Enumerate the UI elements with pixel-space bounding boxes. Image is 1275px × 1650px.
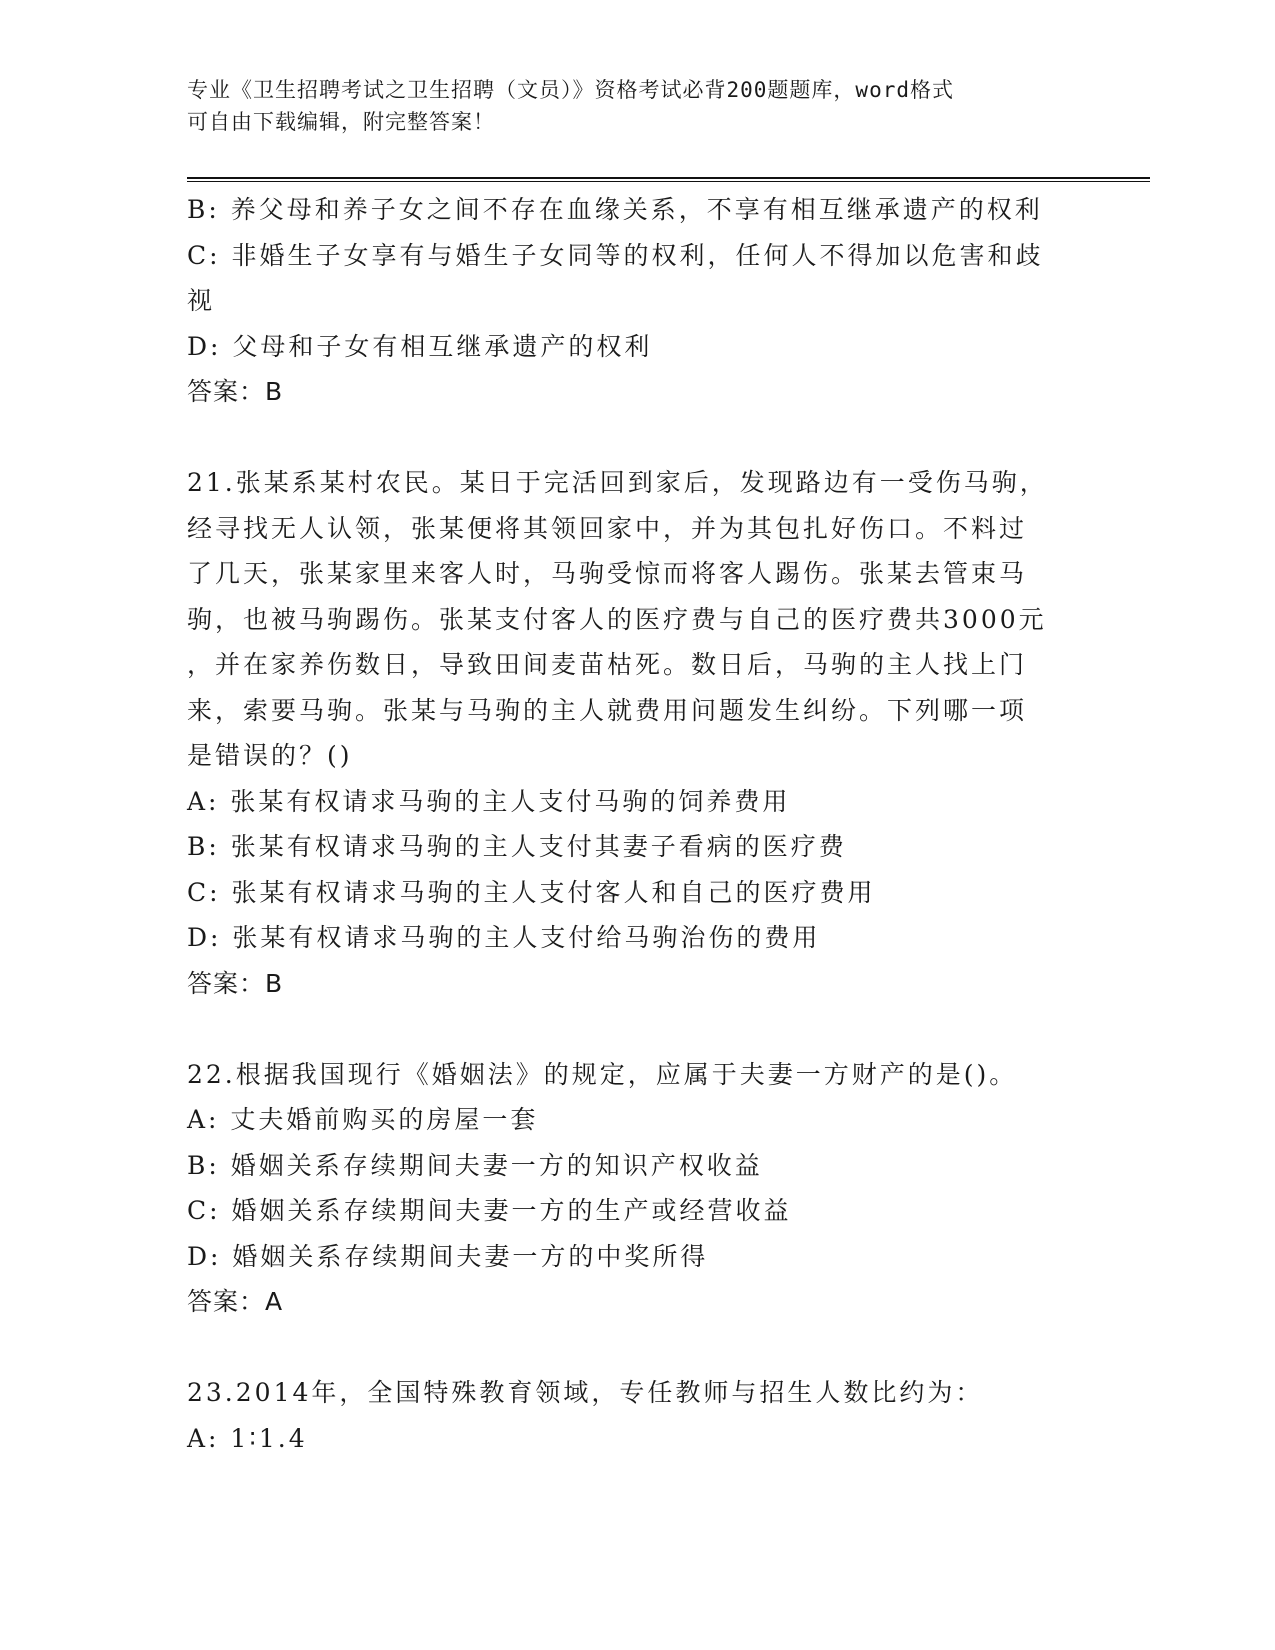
header-divider-thick (187, 177, 1150, 179)
spacer (187, 1325, 1067, 1371)
option-c: C: 张某有权请求马驹的主人支付客人和自己的医疗费用 (187, 877, 876, 907)
spacer (187, 415, 1067, 461)
option-a: A: 张某有权请求马驹的主人支付马驹的饲养费用 (187, 786, 791, 816)
option-c-continued: 视 (187, 286, 216, 315)
option-a: A: 丈夫婚前购买的房屋一套 (187, 1105, 539, 1134)
question-stem: 经寻找无人认领，张某便将其领回家中，并为其包扎好伤口。不料过 (187, 513, 1028, 543)
question-23 (187, 1370, 1067, 1461)
question-stem: ，并在家养伤数日，导致田间麦苗枯死。数日后，马驹的主人找上门 (187, 650, 1028, 679)
option-c: C: 婚姻关系存续期间夫妻一方的生产或经营收益 (187, 1196, 792, 1225)
answer: 答案：A (187, 1287, 284, 1316)
option-b: B: 婚姻关系存续期间夫妻一方的知识产权收益 (187, 1150, 763, 1180)
header-divider-thin (187, 181, 1150, 182)
question-22 (187, 1052, 1067, 1325)
spacer (187, 1006, 1067, 1052)
header-title-line-1: 专业《卫生招聘考试之卫生招聘（文员）》资格考试必背200题题库，word格式 (187, 78, 954, 102)
question-stem: 驹，也被马驹踢伤。张某支付客人的医疗费与自己的医疗费共3000元 (187, 604, 1047, 634)
option-d: D: 张某有权请求马驹的主人支付给马驹治伤的费用 (187, 923, 821, 952)
page-header (187, 74, 1087, 138)
answer: 答案：B (187, 377, 284, 406)
option-b: B: 张某有权请求马驹的主人支付其妻子看病的医疗费 (187, 832, 847, 861)
question-stem: 是错误的？() (187, 741, 353, 770)
question-21 (187, 460, 1067, 1006)
option-d: D: 婚姻关系存续期间夫妻一方的中奖所得 (187, 1241, 709, 1271)
question-stem: 23.2014年，全国特殊教育领域，专任教师与招生人数比约为： (187, 1378, 984, 1407)
question-stem: 来，索要马驹。张某与马驹的主人就费用问题发生纠纷。下列哪一项 (187, 695, 1028, 725)
option-a: A: 1∶1.4 (187, 1423, 308, 1453)
option-c: C: 非婚生子女享有与婚生子女同等的权利，任何人不得加以危害和歧 (187, 240, 1044, 270)
question-stem: 21.张某系某村农民。某日于完活回到家后，发现路边有一受伤马驹， (187, 468, 1048, 497)
question-20-continued (187, 187, 1067, 415)
option-d: D: 父母和子女有相互继承遗产的权利 (187, 331, 653, 361)
question-stem: 了几天，张某家里来客人时，马驹受惊而将客人踢伤。张某去管束马 (187, 559, 1028, 588)
question-stem: 22.根据我国现行《婚姻法》的规定，应属于夫妻一方财产的是()。 (187, 1059, 1018, 1089)
option-b: B: 养父母和养子女之间不存在血缘关系，不享有相互继承遗产的权利 (187, 195, 1043, 224)
header-title-line-2: 可自由下载编辑，附完整答案！ (187, 110, 495, 134)
document-body (187, 187, 1067, 1461)
answer: 答案：B (187, 968, 284, 998)
